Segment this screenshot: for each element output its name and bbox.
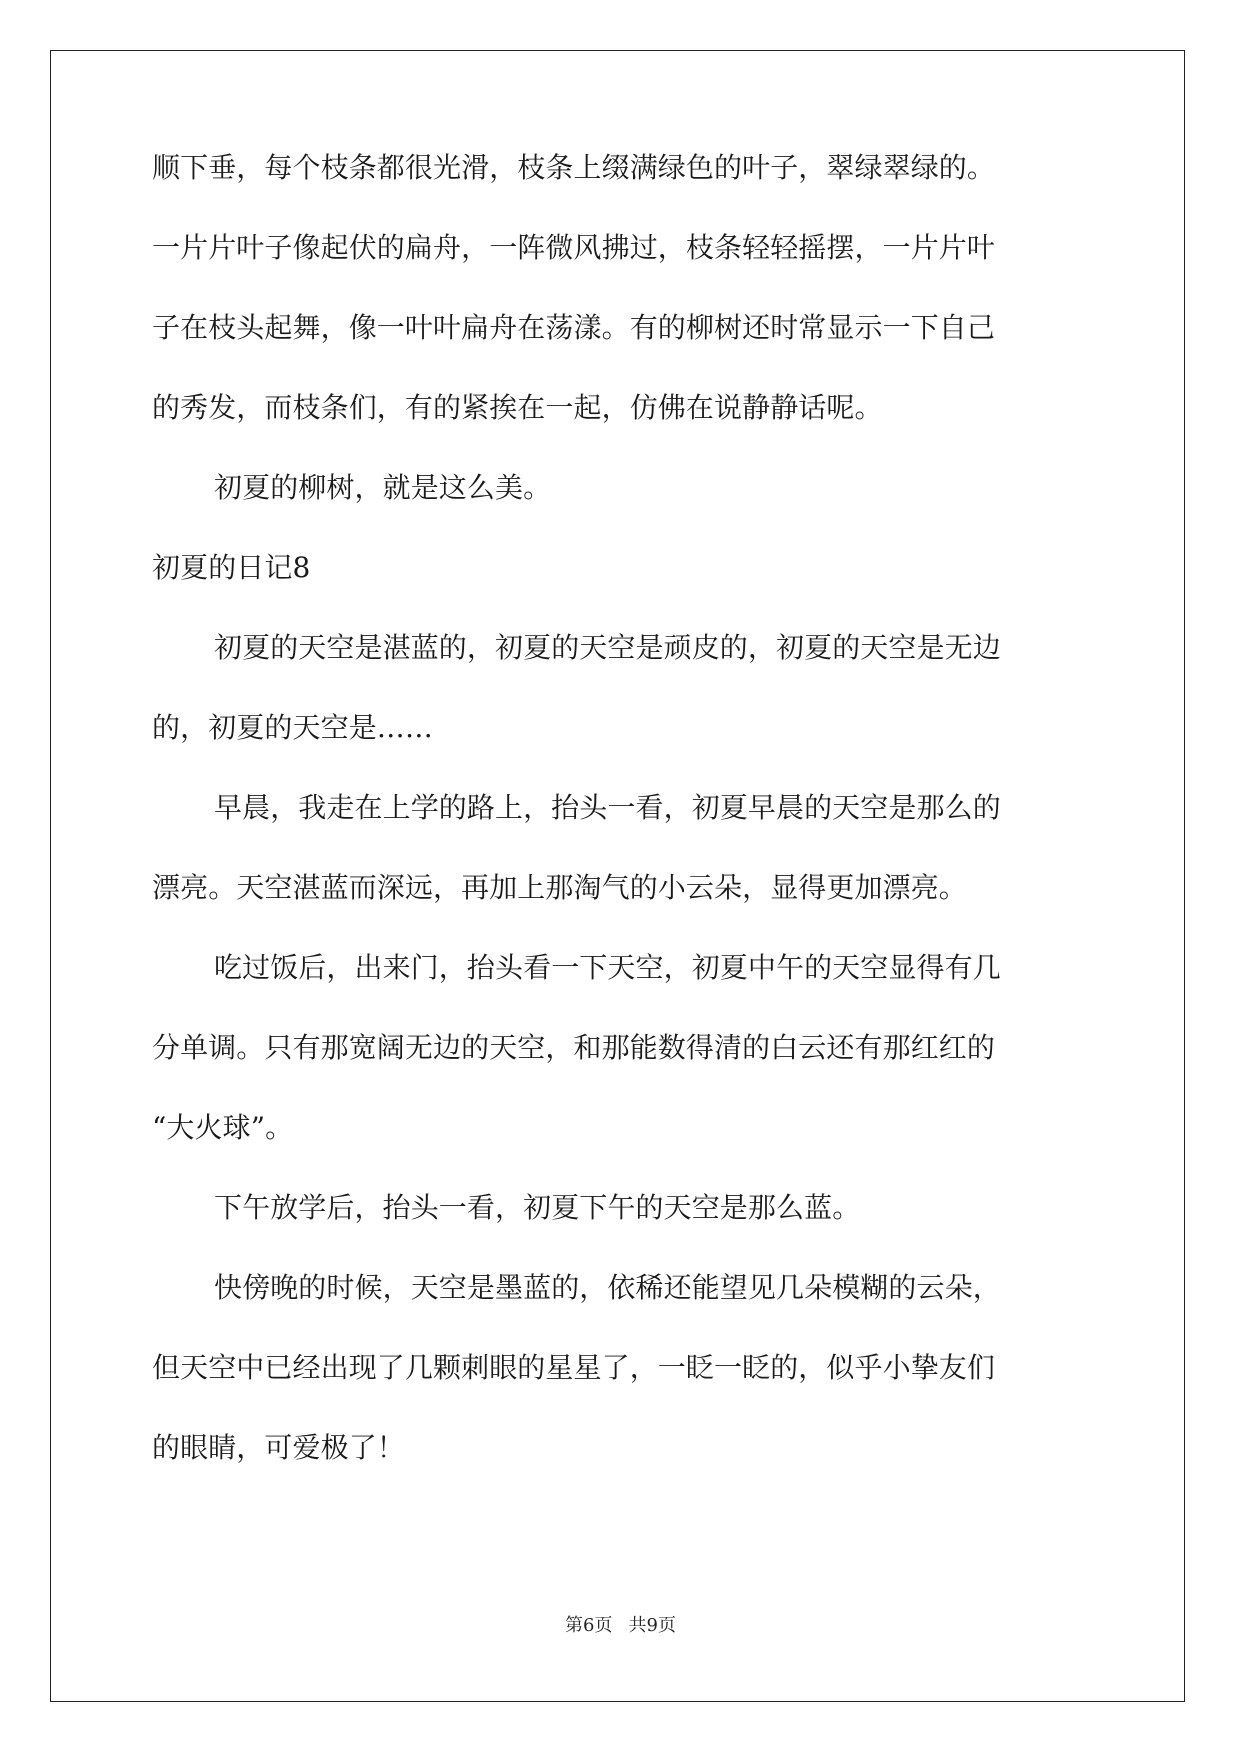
page-footer [0, 1614, 1241, 1638]
paragraph-line: 早晨，我走在上学的路上，抬头一看，初夏早晨的天空是那么的 [214, 791, 1001, 824]
paragraph-line: 一片片叶子像起伏的扁舟，一阵微风拂过，枝条轻轻摇摆，一片片叶 [152, 231, 996, 264]
paragraph-line: 初夏的天空是湛蓝的，初夏的天空是顽皮的，初夏的天空是无边 [214, 631, 1001, 664]
paragraph-line: 下午放学后，抬头一看，初夏下午的天空是那么蓝。 [214, 1191, 861, 1224]
paragraph-line: 顺下垂，每个枝条都很光滑，枝条上缀满绿色的叶子，翠绿翠绿的。 [152, 151, 996, 184]
paragraph-line: 分单调。只有那宽阔无边的天空，和那能数得清的白云还有那红红的 [152, 1031, 996, 1064]
paragraph-line: 快傍晚的时候，天空是墨蓝的，依稀还能望见几朵模糊的云朵， [214, 1271, 1001, 1304]
paragraph-line: 吃过饭后，出来门，抬头看一下天空，初夏中午的天空显得有几 [214, 951, 1001, 984]
total-pages-label: 共9页 [628, 1615, 676, 1636]
current-page-label: 第6页 [565, 1615, 613, 1636]
paragraph-line: 子在枝头起舞，像一叶叶扁舟在荡漾。有的柳树还时常显示一下自己 [152, 311, 996, 344]
paragraph-line: 的眼睛，可爱极了！ [152, 1431, 405, 1464]
paragraph-line: 初夏的柳树，就是这么美。 [214, 471, 552, 504]
paragraph-line: 漂亮。天空湛蓝而深远，再加上那淘气的小云朵，显得更加漂亮。 [152, 871, 967, 904]
paragraph-line: “大火球”。 [152, 1111, 294, 1144]
paragraph-line: 的秀发，而枝条们，有的紧挨在一起，仿佛在说静静话呢。 [152, 391, 883, 424]
paragraph-line: 但天空中已经出现了几颗刺眼的星星了，一眨一眨的，似乎小挚友们 [152, 1351, 996, 1384]
section-heading: 初夏的日记8 [152, 551, 311, 584]
paragraph-line: 的，初夏的天空是…… [152, 711, 434, 744]
